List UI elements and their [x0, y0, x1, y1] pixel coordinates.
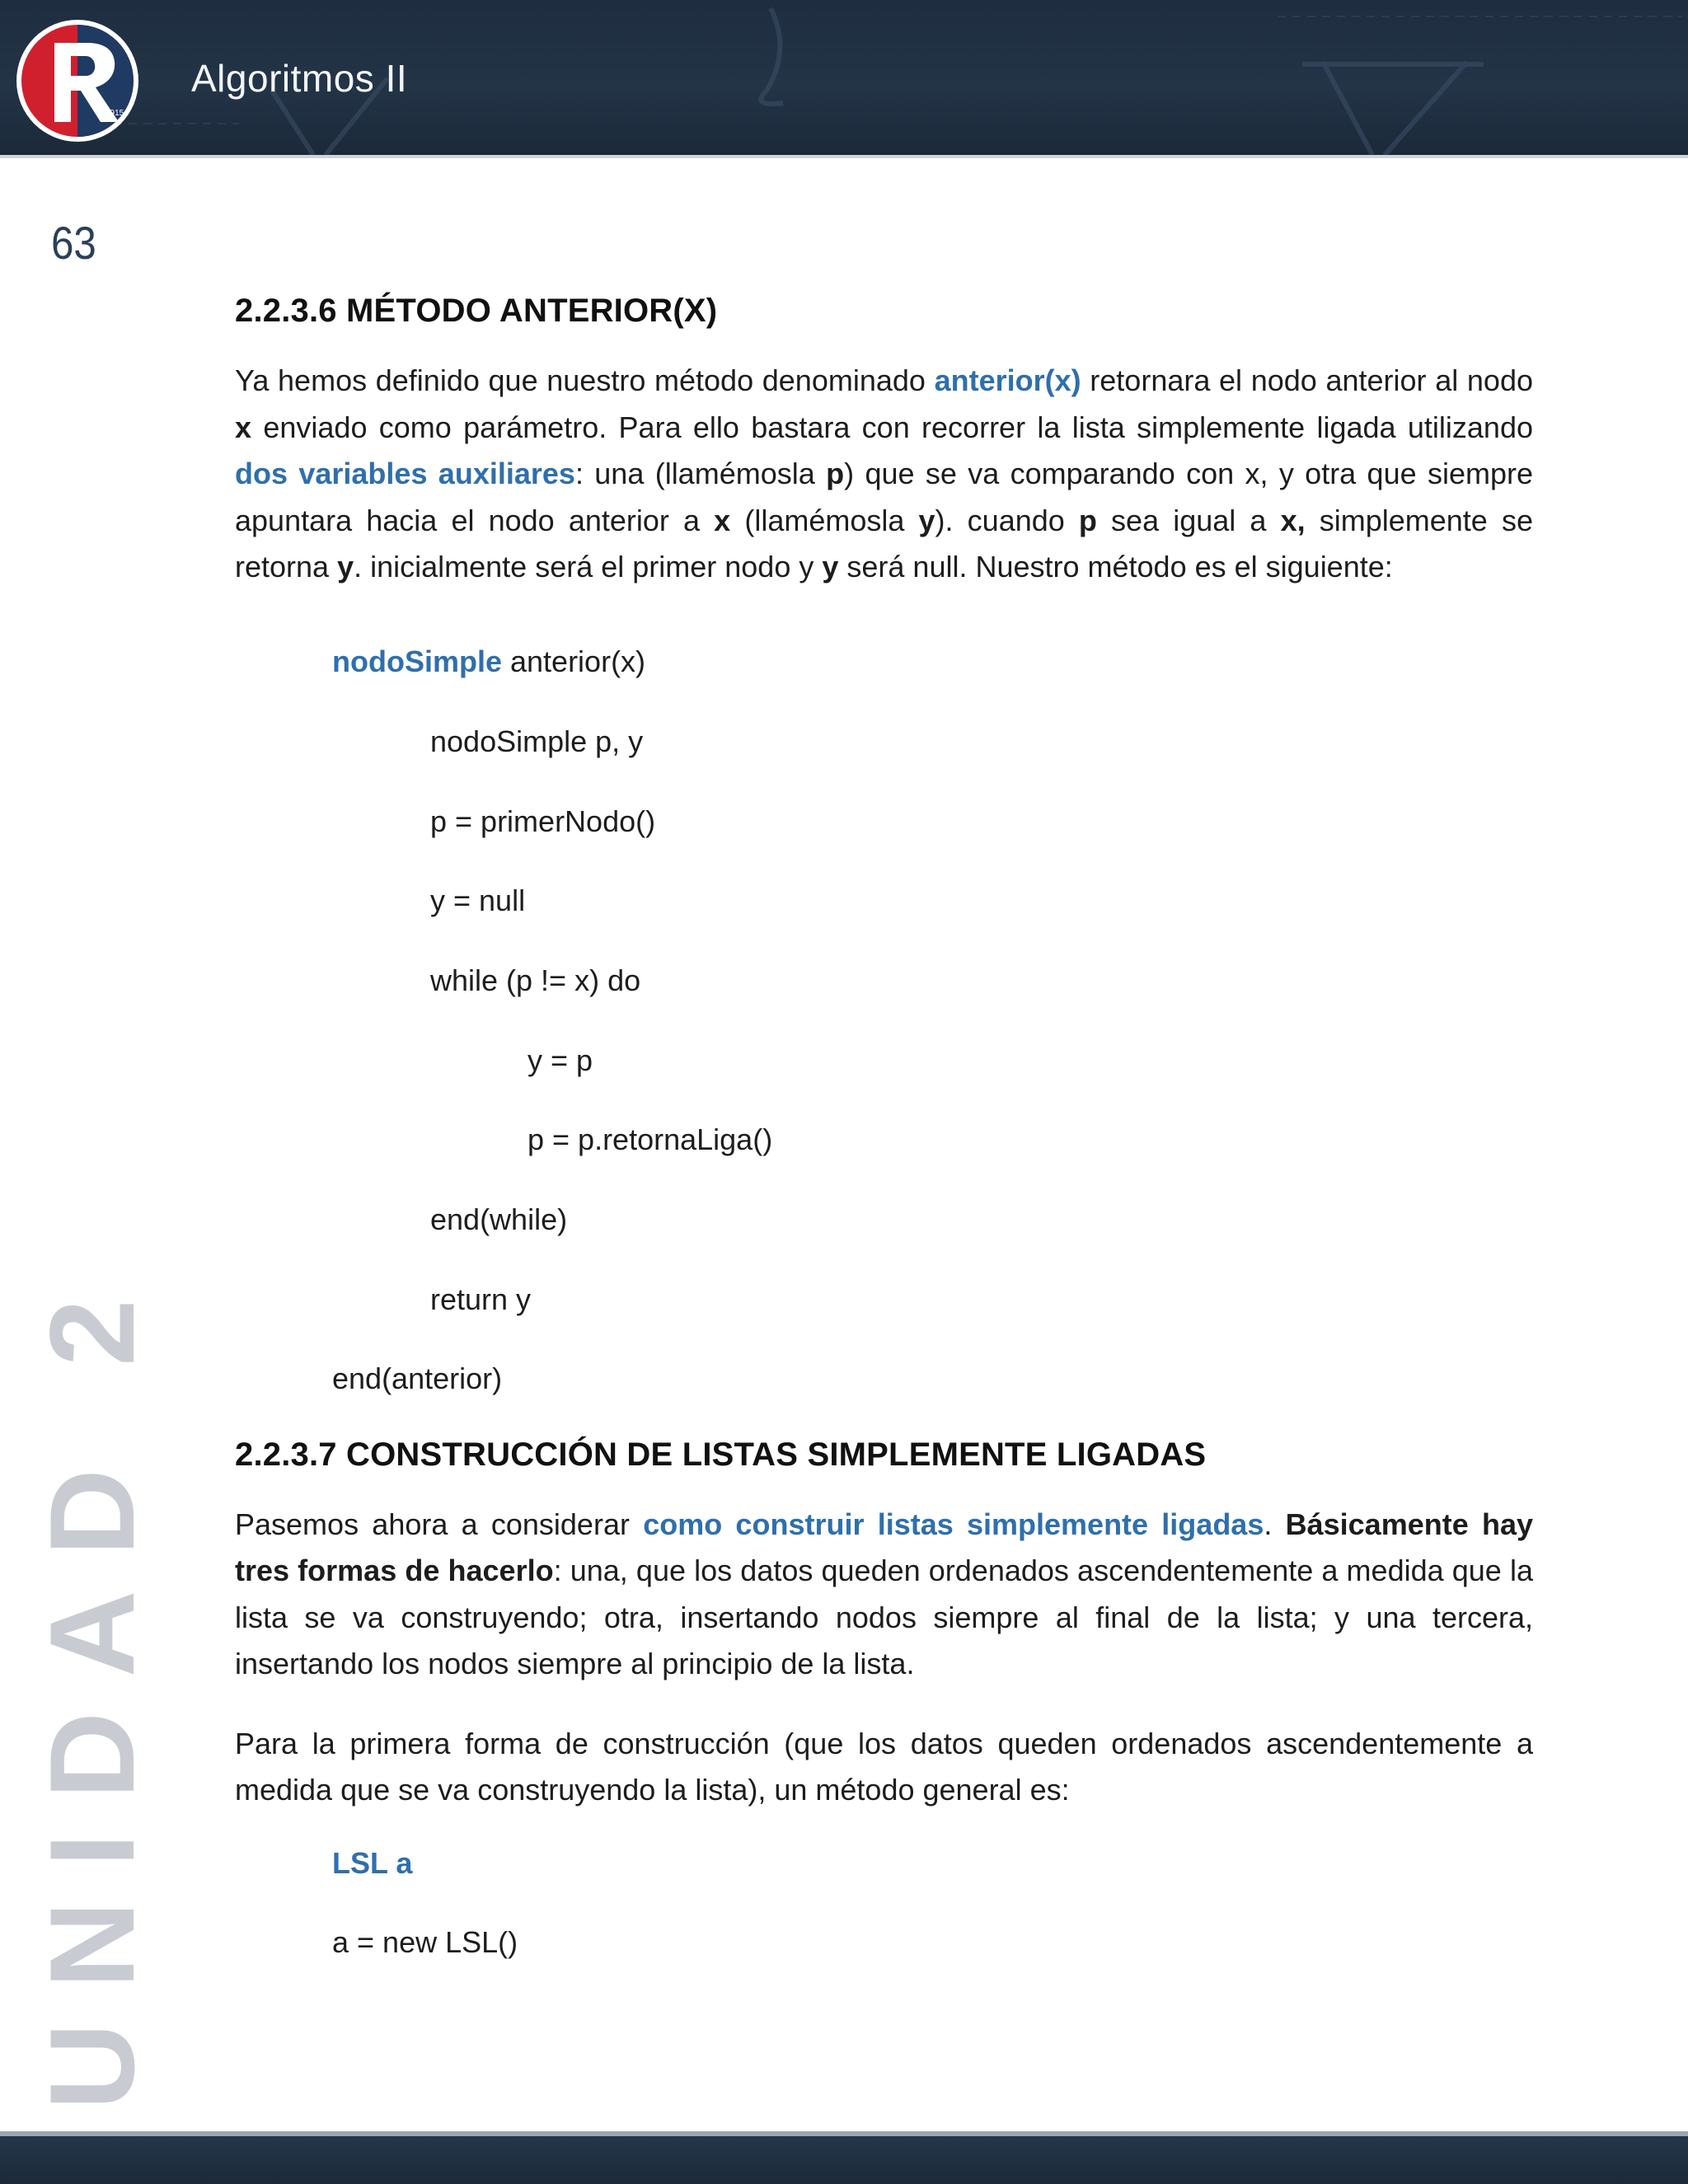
text-run: . — [1264, 1507, 1286, 1541]
text-run: . inicialmente será el primer nodo y — [354, 550, 823, 583]
text-run: ). cuando — [935, 503, 1079, 537]
code-block-anterior — [235, 591, 1533, 1395]
text-run: Pasemos ahora a considerar — [235, 1507, 644, 1541]
text-run: : una (llamémosla — [574, 457, 827, 490]
logo-year: 1915 — [106, 109, 124, 118]
highlight-construction: como construir listas simplemente ligadas — [643, 1507, 1264, 1541]
code-line: while (p != x) do — [430, 963, 641, 997]
text-run: será null. Nuestro método es el siguiente: — [838, 550, 1393, 583]
footer-banner — [0, 2136, 1688, 2184]
code-type-keyword: nodoSimple — [332, 644, 502, 678]
text-run: ) que se va comparando con x, y otra que siempre apuntara hacia el nodo anterior a — [235, 457, 1534, 537]
bold-term: y — [337, 550, 354, 583]
bold-term: x, — [1280, 503, 1306, 537]
paragraph-first-form: Para la primera forma de construcción (que los datos queden ordenados ascendentemente a medida que se va construyendo la lista), un método general es: — [235, 1726, 1533, 1807]
code-line: end(while) — [430, 1202, 568, 1236]
text-run: Ya hemos definido que nuestro método denominado — [235, 363, 935, 397]
paragraph-construction-intro — [235, 1502, 1533, 1688]
code-line-signature — [332, 645, 645, 678]
bold-term: p — [826, 457, 845, 490]
bold-term: y — [918, 503, 935, 537]
text-run: sea igual a — [1096, 503, 1281, 537]
section-heading-construction: 2.2.3.7 CONSTRUCCIÓN DE LISTAS SIMPLEMENTE LIGADAS — [235, 1436, 1207, 1473]
code-line: y = p — [528, 1043, 593, 1077]
text-run: enviado como parámetro. Para ello bastara con recorrer la lista simplemente ligada utilizando — [251, 410, 1533, 444]
code-line-declaration: LSL a — [332, 1845, 413, 1880]
bold-term: y — [822, 550, 839, 583]
code-line: y = null — [430, 883, 526, 917]
unit-side-label — [25, 1187, 159, 2110]
highlight-anterior: anterior(x) — [934, 363, 1081, 397]
course-title: Algoritmos II — [191, 57, 408, 100]
code-line: end(anterior) — [332, 1361, 503, 1395]
code-line: p = p.retornaLiga() — [528, 1122, 773, 1156]
bold-term: x — [235, 410, 252, 444]
text-run: simplemente se retorna — [235, 503, 1533, 583]
bold-term: Básicamente hay tres formas de hacerlo — [235, 1507, 1533, 1587]
code-block-construction — [235, 1814, 1533, 1959]
page-content — [235, 293, 1534, 1959]
page-number: 63 — [51, 217, 96, 269]
section-heading-anterior: 2.2.3.6 MÉTODO ANTERIOR(X) — [235, 293, 718, 329]
bold-term: p — [1078, 503, 1097, 537]
code-line: a = new LSL() — [332, 1924, 518, 1959]
text-run: (llamémosla — [730, 503, 919, 537]
text-run: retornara el nodo anterior al nodo — [1081, 363, 1533, 397]
code-signature-rest: anterior(x) — [502, 644, 646, 678]
paragraph-anterior-intro — [235, 358, 1533, 591]
text-run: : una, que los datos queden ordenados ascendentemente a medida que la lista se va construyendo; otra, insertando nodos siempre al final de la lista; y una tercera, insertando los nodos siempre al principio de la lista. — [235, 1554, 1533, 1680]
code-line: p = primerNodo() — [430, 804, 656, 838]
unit-label-text: UNIDAD 2 — [25, 1264, 159, 2110]
code-line: nodoSimple p, y — [430, 724, 644, 758]
bold-term: x — [714, 503, 731, 537]
header-banner — [0, 0, 1688, 155]
header-divider — [0, 155, 1688, 158]
university-logo — [15, 18, 140, 143]
highlight-aux-vars: dos variables auxiliares — [235, 457, 575, 490]
code-line: return y — [430, 1282, 532, 1316]
